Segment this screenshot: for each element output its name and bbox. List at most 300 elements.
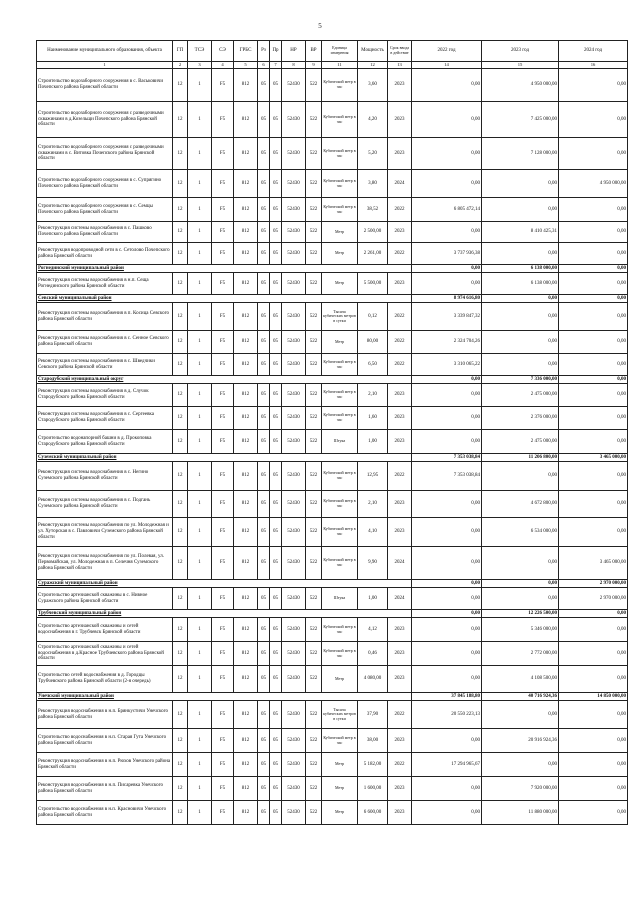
cell-gp: 12 [173, 384, 188, 407]
cell-grbs: 812 [234, 462, 258, 491]
cell-cap: 2,10 [358, 384, 388, 407]
cell-tse: 1 [188, 753, 212, 777]
cell-rz: 05 [258, 331, 270, 354]
cell-cap: 4,20 [358, 102, 388, 138]
cell-year: 2022 [388, 331, 412, 354]
district-group-row [37, 265, 628, 273]
cell-nr: 52430 [282, 588, 306, 610]
cell-vr: 522 [306, 331, 322, 354]
cell-grbs: 812 [234, 801, 258, 825]
cell-pr: 05 [270, 273, 282, 295]
cell-nr: 52430 [282, 666, 306, 693]
cell-se: F5 [212, 198, 234, 222]
cell-grbs: 812 [234, 69, 258, 102]
cell-y2023: 0,00 [482, 243, 559, 265]
cell-nr: 52430 [282, 491, 306, 518]
cell-y2022: 0,00 [412, 407, 482, 430]
cell-tse: 1 [188, 518, 212, 547]
table-row [37, 331, 628, 354]
cell-y2023: 6 534 000,00 [482, 518, 559, 547]
cell-year: 2023 [388, 138, 412, 170]
cell-nr: 52430 [282, 430, 306, 454]
cell-tse: 1 [188, 547, 212, 580]
district-total-y2023: 40 716 924,36 [482, 693, 559, 701]
cell-unit: Тысяча кубических метров в сутки [322, 701, 358, 729]
cell-rz: 05 [258, 273, 270, 295]
cell-unit: Кубический метр в час [322, 462, 358, 491]
district-name: Трубчевский муниципальный район [37, 610, 412, 618]
column-header: СЭ [212, 41, 234, 62]
cell-nr: 52430 [282, 642, 306, 666]
cell-unit: Кубический метр в час [322, 491, 358, 518]
cell-y2022: 0,00 [412, 666, 482, 693]
cell-cap: 5,20 [358, 138, 388, 170]
cell-name: Строительство водозаборного сооружения в с. Супрягино Почепского района Брянской области [37, 170, 173, 198]
cell-year: 2023 [388, 618, 412, 642]
cell-year: 2023 [388, 430, 412, 454]
column-header: Срок ввода в действие [388, 41, 412, 62]
cell-se: F5 [212, 303, 234, 331]
cell-y2022: 2 324 704,26 [412, 331, 482, 354]
cell-y2024: 4 950 000,00 [559, 170, 628, 198]
cell-y2024: 3 465 000,00 [559, 547, 628, 580]
cell-year: 2023 [388, 273, 412, 295]
cell-y2023: 0,00 [482, 303, 559, 331]
cell-rz: 05 [258, 777, 270, 801]
cell-nr: 52430 [282, 102, 306, 138]
district-total-y2023: 6 138 000,00 [482, 265, 559, 273]
cell-unit: Кубический метр в час [322, 69, 358, 102]
cell-rz: 05 [258, 354, 270, 376]
cell-name: Реконструкция системы водоснабжения в с. Пашково Почепского района Брянской области [37, 222, 173, 243]
cell-name: Реконструкция системы водоснабжения в с. Шведчики Севского района Брянской области [37, 354, 173, 376]
cell-name: Реконструкция системы водоснабжения по ул. Полевая, ул. Первомайская, ул. Молодежная в п. Селечня Суземского района Брянской области [37, 547, 173, 580]
cell-year: 2022 [388, 303, 412, 331]
cell-gp: 12 [173, 331, 188, 354]
cell-year: 2024 [388, 547, 412, 580]
cell-unit: Кубический метр в час [322, 354, 358, 376]
cell-name: Строительство сетей водоснабжения в д. Городцы Трубчевского района Брянской области (2-я очередь) [37, 666, 173, 693]
cell-vr: 522 [306, 642, 322, 666]
table-row [37, 729, 628, 753]
cell-grbs: 812 [234, 354, 258, 376]
cell-unit: Штука [322, 430, 358, 454]
cell-grbs: 812 [234, 170, 258, 198]
cell-cap: 3,80 [358, 170, 388, 198]
cell-name: Строительство артезианской скважины и сетей водоснабжения в г. Трубчевск Брянской области [37, 618, 173, 642]
cell-year: 2022 [388, 462, 412, 491]
cell-rz: 05 [258, 198, 270, 222]
district-total-y2023: 0,00 [482, 295, 559, 303]
cell-gp: 12 [173, 642, 188, 666]
cell-name: Строительство водозаборного сооружения в с. Васьковичи Почепского района Брянской области [37, 69, 173, 102]
cell-y2024: 0,00 [559, 491, 628, 518]
cell-year: 2023 [388, 777, 412, 801]
cell-name: Строительство артезианской скважины и сетей водоснабжения в д.Красное Трубчевского района Брянской области [37, 642, 173, 666]
cell-se: F5 [212, 138, 234, 170]
cell-gp: 12 [173, 729, 188, 753]
cell-grbs: 812 [234, 753, 258, 777]
cell-year: 2023 [388, 666, 412, 693]
cell-y2024: 0,00 [559, 198, 628, 222]
cell-cap: 38,00 [358, 729, 388, 753]
table-row [37, 384, 628, 407]
district-total-y2024: 2 970 000,00 [559, 580, 628, 588]
cell-pr: 05 [270, 384, 282, 407]
table-row [37, 777, 628, 801]
cell-y2022: 0,00 [412, 138, 482, 170]
cell-y2023: 7 128 000,00 [482, 138, 559, 170]
cell-vr: 522 [306, 753, 322, 777]
cell-se: F5 [212, 384, 234, 407]
cell-nr: 52430 [282, 331, 306, 354]
district-total-y2022: 8 974 616,80 [412, 295, 482, 303]
cell-pr: 05 [270, 777, 282, 801]
cell-y2024: 0,00 [559, 384, 628, 407]
cell-cap: 9,90 [358, 547, 388, 580]
header-row [37, 41, 628, 62]
cell-se: F5 [212, 430, 234, 454]
cell-name: Реконструкция водопроводной сети в с. Сетолово Почепского района Брянской области [37, 243, 173, 265]
cell-y2023: 2 772 000,00 [482, 642, 559, 666]
cell-name: Реконструкция водоснабжения в н.п. Писаревка Унечского района Брянской области [37, 777, 173, 801]
cell-y2024: 0,00 [559, 69, 628, 102]
cell-y2024: 2 970 000,00 [559, 588, 628, 610]
cell-gp: 12 [173, 462, 188, 491]
cell-y2022: 3 737 936,38 [412, 243, 482, 265]
cell-y2022: 0,00 [412, 642, 482, 666]
cell-se: F5 [212, 801, 234, 825]
cell-pr: 05 [270, 701, 282, 729]
district-name: Севский муниципальный район [37, 295, 412, 303]
table-row [37, 701, 628, 729]
cell-nr: 52430 [282, 777, 306, 801]
cell-vr: 522 [306, 462, 322, 491]
district-group-row [37, 295, 628, 303]
cell-rz: 05 [258, 547, 270, 580]
district-name: Суземский муниципальный район [37, 454, 412, 462]
cell-grbs: 812 [234, 729, 258, 753]
cell-cap: 1,60 [358, 407, 388, 430]
table-row [37, 273, 628, 295]
cell-vr: 522 [306, 777, 322, 801]
cell-grbs: 812 [234, 701, 258, 729]
cell-pr: 05 [270, 753, 282, 777]
cell-pr: 05 [270, 170, 282, 198]
cell-y2024: 0,00 [559, 801, 628, 825]
cell-name: Строительство водоснабжения в н.п. Красновичи Унечского района Брянской области [37, 801, 173, 825]
cell-name: Реконструкция системы водоснабжения в с. Подгань Суземского района Брянской области [37, 491, 173, 518]
cell-grbs: 812 [234, 198, 258, 222]
objects-table [36, 40, 628, 825]
table-row [37, 430, 628, 454]
column-index-cell: 4 [212, 62, 234, 69]
cell-y2024: 0,00 [559, 273, 628, 295]
cell-unit: Метр [322, 666, 358, 693]
cell-unit: Кубический метр в час [322, 407, 358, 430]
cell-grbs: 812 [234, 407, 258, 430]
cell-nr: 52430 [282, 518, 306, 547]
cell-grbs: 812 [234, 222, 258, 243]
column-header: Пр [270, 41, 282, 62]
cell-se: F5 [212, 331, 234, 354]
cell-name: Реконструкция водоснабжения в н.п. Брянкустичи Унечского района Брянской области [37, 701, 173, 729]
column-index-cell: 12 [358, 62, 388, 69]
district-group-row [37, 376, 628, 384]
cell-gp: 12 [173, 222, 188, 243]
cell-nr: 52430 [282, 243, 306, 265]
cell-gp: 12 [173, 753, 188, 777]
cell-tse: 1 [188, 618, 212, 642]
table-body [37, 69, 628, 825]
cell-tse: 1 [188, 138, 212, 170]
cell-name: Реконструкция системы водоснабжения в д. Случок Стародубского района Брянской области [37, 384, 173, 407]
cell-unit: Кубический метр в час [322, 642, 358, 666]
cell-grbs: 812 [234, 588, 258, 610]
cell-pr: 05 [270, 491, 282, 518]
cell-pr: 05 [270, 666, 282, 693]
column-index-cell: 6 [258, 62, 270, 69]
cell-rz: 05 [258, 518, 270, 547]
column-header: Мощность [358, 41, 388, 62]
district-total-y2023: 12 226 500,00 [482, 610, 559, 618]
cell-unit: Кубический метр в час [322, 198, 358, 222]
table-row [37, 518, 628, 547]
cell-se: F5 [212, 462, 234, 491]
district-total-y2022: 0,00 [412, 265, 482, 273]
district-total-y2023: 7 336 000,00 [482, 376, 559, 384]
cell-y2022: 0,00 [412, 170, 482, 198]
table-row [37, 69, 628, 102]
cell-tse: 1 [188, 303, 212, 331]
cell-nr: 52430 [282, 69, 306, 102]
cell-pr: 05 [270, 69, 282, 102]
cell-cap: 37,90 [358, 701, 388, 729]
column-index-cell: 15 [482, 62, 559, 69]
page-number: 5 [318, 22, 322, 30]
cell-cap: 4 080,00 [358, 666, 388, 693]
cell-y2022: 0,00 [412, 547, 482, 580]
cell-tse: 1 [188, 331, 212, 354]
cell-tse: 1 [188, 430, 212, 454]
cell-grbs: 812 [234, 777, 258, 801]
cell-pr: 05 [270, 354, 282, 376]
cell-y2022: 7 353 038,84 [412, 462, 482, 491]
cell-vr: 522 [306, 518, 322, 547]
cell-name: Реконструкция водоснабжения в н.п. Рюхов Унечского района Брянской области [37, 753, 173, 777]
district-total-y2022: 7 353 038,84 [412, 454, 482, 462]
cell-gp: 12 [173, 243, 188, 265]
column-header: 2022 год [412, 41, 482, 62]
cell-grbs: 812 [234, 273, 258, 295]
cell-nr: 52430 [282, 354, 306, 376]
cell-year: 2023 [388, 222, 412, 243]
cell-pr: 05 [270, 222, 282, 243]
cell-vr: 522 [306, 588, 322, 610]
column-header: ГП [173, 41, 188, 62]
cell-unit: Кубический метр в час [322, 384, 358, 407]
cell-unit: Кубический метр в час [322, 138, 358, 170]
cell-y2024: 0,00 [559, 777, 628, 801]
district-name: Унечский муниципальный район [37, 693, 412, 701]
cell-name: Строительство водозаборного сооружения в с. Семцы Почепского района Брянской области [37, 198, 173, 222]
cell-grbs: 812 [234, 491, 258, 518]
cell-cap: 2 500,00 [358, 222, 388, 243]
cell-y2022: 0,00 [412, 588, 482, 610]
cell-se: F5 [212, 666, 234, 693]
cell-rz: 05 [258, 642, 270, 666]
cell-rz: 05 [258, 69, 270, 102]
cell-y2022: 17 294 965,67 [412, 753, 482, 777]
cell-y2022: 0,00 [412, 777, 482, 801]
cell-grbs: 812 [234, 430, 258, 454]
cell-y2023: 6 138 000,00 [482, 273, 559, 295]
column-index-row [37, 62, 628, 69]
cell-name: Строительство артезианской скважины в с. Нивное Суражского района Брянской области [37, 588, 173, 610]
cell-gp: 12 [173, 588, 188, 610]
table-row [37, 666, 628, 693]
cell-pr: 05 [270, 243, 282, 265]
cell-se: F5 [212, 170, 234, 198]
cell-grbs: 812 [234, 618, 258, 642]
cell-cap: 1,00 [358, 588, 388, 610]
cell-y2022: 3 339 847,32 [412, 303, 482, 331]
cell-rz: 05 [258, 801, 270, 825]
table-row [37, 222, 628, 243]
cell-tse: 1 [188, 588, 212, 610]
cell-cap: 3,60 [358, 69, 388, 102]
cell-vr: 522 [306, 170, 322, 198]
cell-gp: 12 [173, 138, 188, 170]
cell-y2023: 4 672 800,00 [482, 491, 559, 518]
cell-pr: 05 [270, 729, 282, 753]
cell-cap: 6 600,00 [358, 801, 388, 825]
cell-y2023: 0,00 [482, 701, 559, 729]
cell-nr: 52430 [282, 701, 306, 729]
cell-y2024: 0,00 [559, 407, 628, 430]
cell-gp: 12 [173, 801, 188, 825]
cell-y2022: 0,00 [412, 729, 482, 753]
cell-pr: 05 [270, 801, 282, 825]
cell-y2023: 0,00 [482, 198, 559, 222]
column-header: 2024 год [559, 41, 628, 62]
district-total-y2023: 11 206 800,00 [482, 454, 559, 462]
table-row [37, 642, 628, 666]
cell-se: F5 [212, 777, 234, 801]
cell-pr: 05 [270, 407, 282, 430]
cell-unit: Метр [322, 801, 358, 825]
district-name: Стародубский муниципальный округ [37, 376, 412, 384]
cell-grbs: 812 [234, 303, 258, 331]
cell-y2024: 0,00 [559, 518, 628, 547]
cell-year: 2023 [388, 518, 412, 547]
cell-unit: Штука [322, 588, 358, 610]
cell-nr: 52430 [282, 407, 306, 430]
cell-se: F5 [212, 69, 234, 102]
cell-y2023: 0,00 [482, 588, 559, 610]
cell-pr: 05 [270, 462, 282, 491]
cell-rz: 05 [258, 588, 270, 610]
column-header: НР [282, 41, 306, 62]
cell-y2023: 0,00 [482, 547, 559, 580]
cell-se: F5 [212, 547, 234, 580]
cell-y2022: 0,00 [412, 430, 482, 454]
cell-gp: 12 [173, 102, 188, 138]
cell-tse: 1 [188, 777, 212, 801]
table-row [37, 407, 628, 430]
cell-year: 2023 [388, 491, 412, 518]
cell-vr: 522 [306, 801, 322, 825]
cell-cap: 5 182,00 [358, 753, 388, 777]
cell-unit: Кубический метр в час [322, 729, 358, 753]
cell-gp: 12 [173, 170, 188, 198]
cell-se: F5 [212, 618, 234, 642]
cell-se: F5 [212, 222, 234, 243]
column-index-cell: 5 [234, 62, 258, 69]
cell-tse: 1 [188, 801, 212, 825]
cell-nr: 52430 [282, 384, 306, 407]
cell-y2024: 0,00 [559, 243, 628, 265]
cell-cap: 38,52 [358, 198, 388, 222]
cell-gp: 12 [173, 273, 188, 295]
cell-y2022: 3 310 065,22 [412, 354, 482, 376]
cell-tse: 1 [188, 407, 212, 430]
cell-se: F5 [212, 729, 234, 753]
cell-year: 2022 [388, 701, 412, 729]
cell-cap: 0,46 [358, 642, 388, 666]
cell-y2022: 0,00 [412, 273, 482, 295]
column-header: Единица измерения [322, 41, 358, 62]
district-total-y2024: 0,00 [559, 610, 628, 618]
cell-nr: 52430 [282, 801, 306, 825]
column-header: ВР [306, 41, 322, 62]
cell-tse: 1 [188, 273, 212, 295]
column-header: 2023 год [482, 41, 559, 62]
cell-nr: 52430 [282, 462, 306, 491]
column-index-cell: 1 [37, 62, 173, 69]
cell-gp: 12 [173, 491, 188, 518]
cell-rz: 05 [258, 384, 270, 407]
cell-grbs: 812 [234, 642, 258, 666]
cell-unit: Кубический метр в час [322, 102, 358, 138]
cell-y2024: 0,00 [559, 666, 628, 693]
cell-tse: 1 [188, 170, 212, 198]
cell-tse: 1 [188, 69, 212, 102]
cell-y2024: 0,00 [559, 753, 628, 777]
cell-pr: 05 [270, 518, 282, 547]
column-index-cell: 14 [412, 62, 482, 69]
cell-name: Реконструкция системы водоснабжения в с. Сенное Севского района Брянской области [37, 331, 173, 354]
cell-nr: 52430 [282, 170, 306, 198]
cell-vr: 522 [306, 138, 322, 170]
cell-y2023: 4 108 500,00 [482, 666, 559, 693]
cell-vr: 522 [306, 618, 322, 642]
cell-year: 2023 [388, 729, 412, 753]
column-index-cell: 3 [188, 62, 212, 69]
cell-pr: 05 [270, 331, 282, 354]
table-row [37, 547, 628, 580]
cell-rz: 05 [258, 666, 270, 693]
cell-y2023: 4 950 000,00 [482, 69, 559, 102]
cell-year: 2023 [388, 642, 412, 666]
cell-year: 2022 [388, 753, 412, 777]
district-total-y2022: 37 845 188,80 [412, 693, 482, 701]
cell-name: Реконструкция системы водоснабжения по ул. Молодежная и ул. Хуторская в с. Павловичи Суземского района Брянской области [37, 518, 173, 547]
cell-gp: 12 [173, 198, 188, 222]
column-header: Наименование муниципального образования, объекта [37, 41, 173, 62]
cell-y2023: 0,00 [482, 462, 559, 491]
cell-name: Строительство водозаборного сооружения с разведочными скважинами в с. Витовка Почепского района Брянской области [37, 138, 173, 170]
